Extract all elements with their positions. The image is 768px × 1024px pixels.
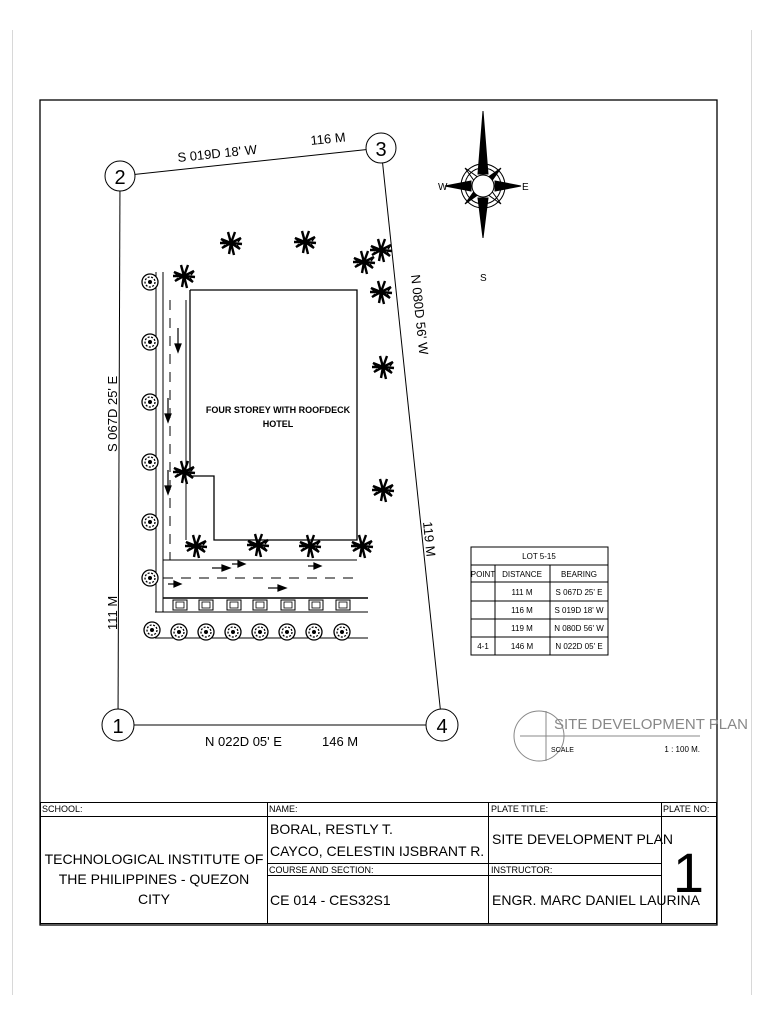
station-3-label: 3 [375,139,387,161]
north-arrow [445,111,521,238]
side-12-distance: 111 M [105,595,120,630]
palm-trees [173,231,394,558]
driveway [155,272,368,638]
plan-title: SITE DEVELOPMENT PLAN [554,716,748,733]
side-41-bearing: N 022D 05' E [205,734,282,749]
building-label-line1: FOUR STOREY WITH ROOFDECK [205,405,351,415]
side-34-distance: 119 M [420,520,439,558]
lot-table-title: LOT 5-15 [522,552,556,561]
lot-table-cell: 4-1 [477,642,489,651]
school-line2: THE PHILIPPINES - QUEZON CITY [58,871,250,907]
course-label: COURSE AND SECTION: [269,865,374,875]
station-1 [102,709,134,741]
lot-table-cell: 146 M [510,642,534,651]
station-4-label: 4 [436,716,448,738]
instructor-label: INSTRUCTOR: [491,865,553,875]
side-12-bearing: S 067D 25' E [105,375,120,452]
building-label-line2: HOTEL [262,419,294,429]
instructor-name: ENGR. MARC DANIEL LAURINA [492,892,700,908]
lot-table [471,547,608,655]
lot-table-cell: 111 M [511,588,533,597]
side-23-bearing: S 019D 18' W [176,141,258,165]
lot-table-cell: S 067D 25' E [555,588,603,597]
divider [267,863,488,864]
course-section: CE 014 - CES32S1 [270,892,391,908]
station-1-label: 1 [112,716,124,738]
divider [267,875,488,876]
school-name [41,849,267,909]
lot-table-cell: S 019D 18' W [554,606,604,615]
title-block [40,802,717,924]
plate-no-label: PLATE NO: [663,804,710,814]
plate-title: SITE DEVELOPMENT PLAN [492,831,674,847]
station-2-label: 2 [114,167,126,189]
hotel-building [190,290,357,540]
station-3 [366,133,396,163]
compass-south-label: S [480,273,487,284]
lot-table-cell: 116 M [511,606,533,615]
compass-west-label: W [438,182,448,193]
side-34-bearing: N 080D 56' W [408,273,432,356]
plate-title-label: PLATE TITLE: [491,804,549,814]
plate-number: 1 [672,841,705,904]
lot-table-cell: N 022D 05' E [555,642,603,651]
lot-table-header-point: POINT [470,570,496,579]
divider [41,816,716,817]
lot-table-header-bearing: BEARING [560,570,598,579]
student-name-2: CAYCO, CELESTIN IJSBRANT R. [270,843,485,859]
scale-value: 1 : 100 M. [664,745,700,754]
student-name-1: BORAL, RESTLY T. [270,821,393,837]
station-4 [426,709,458,741]
divider [488,863,661,864]
side-23-distance: 116 M [309,129,347,148]
side-41-distance: 146 M [322,734,359,749]
school-label: SCHOOL: [42,804,83,814]
name-label: NAME: [269,804,298,814]
shrub-row-bottom [144,622,350,640]
divider [488,875,661,876]
lot-table-header-distance: DISTANCE [502,570,542,579]
lot-table-cell: N 080D 56' W [554,624,604,633]
station-2 [105,161,135,191]
parking-cars [173,600,350,610]
school-line1: TECHNOLOGICAL INSTITUTE OF [44,851,264,867]
compass-east-label: E [522,182,529,193]
lot-table-cell: 119 M [511,624,533,633]
scale-label: SCALE [551,747,574,754]
